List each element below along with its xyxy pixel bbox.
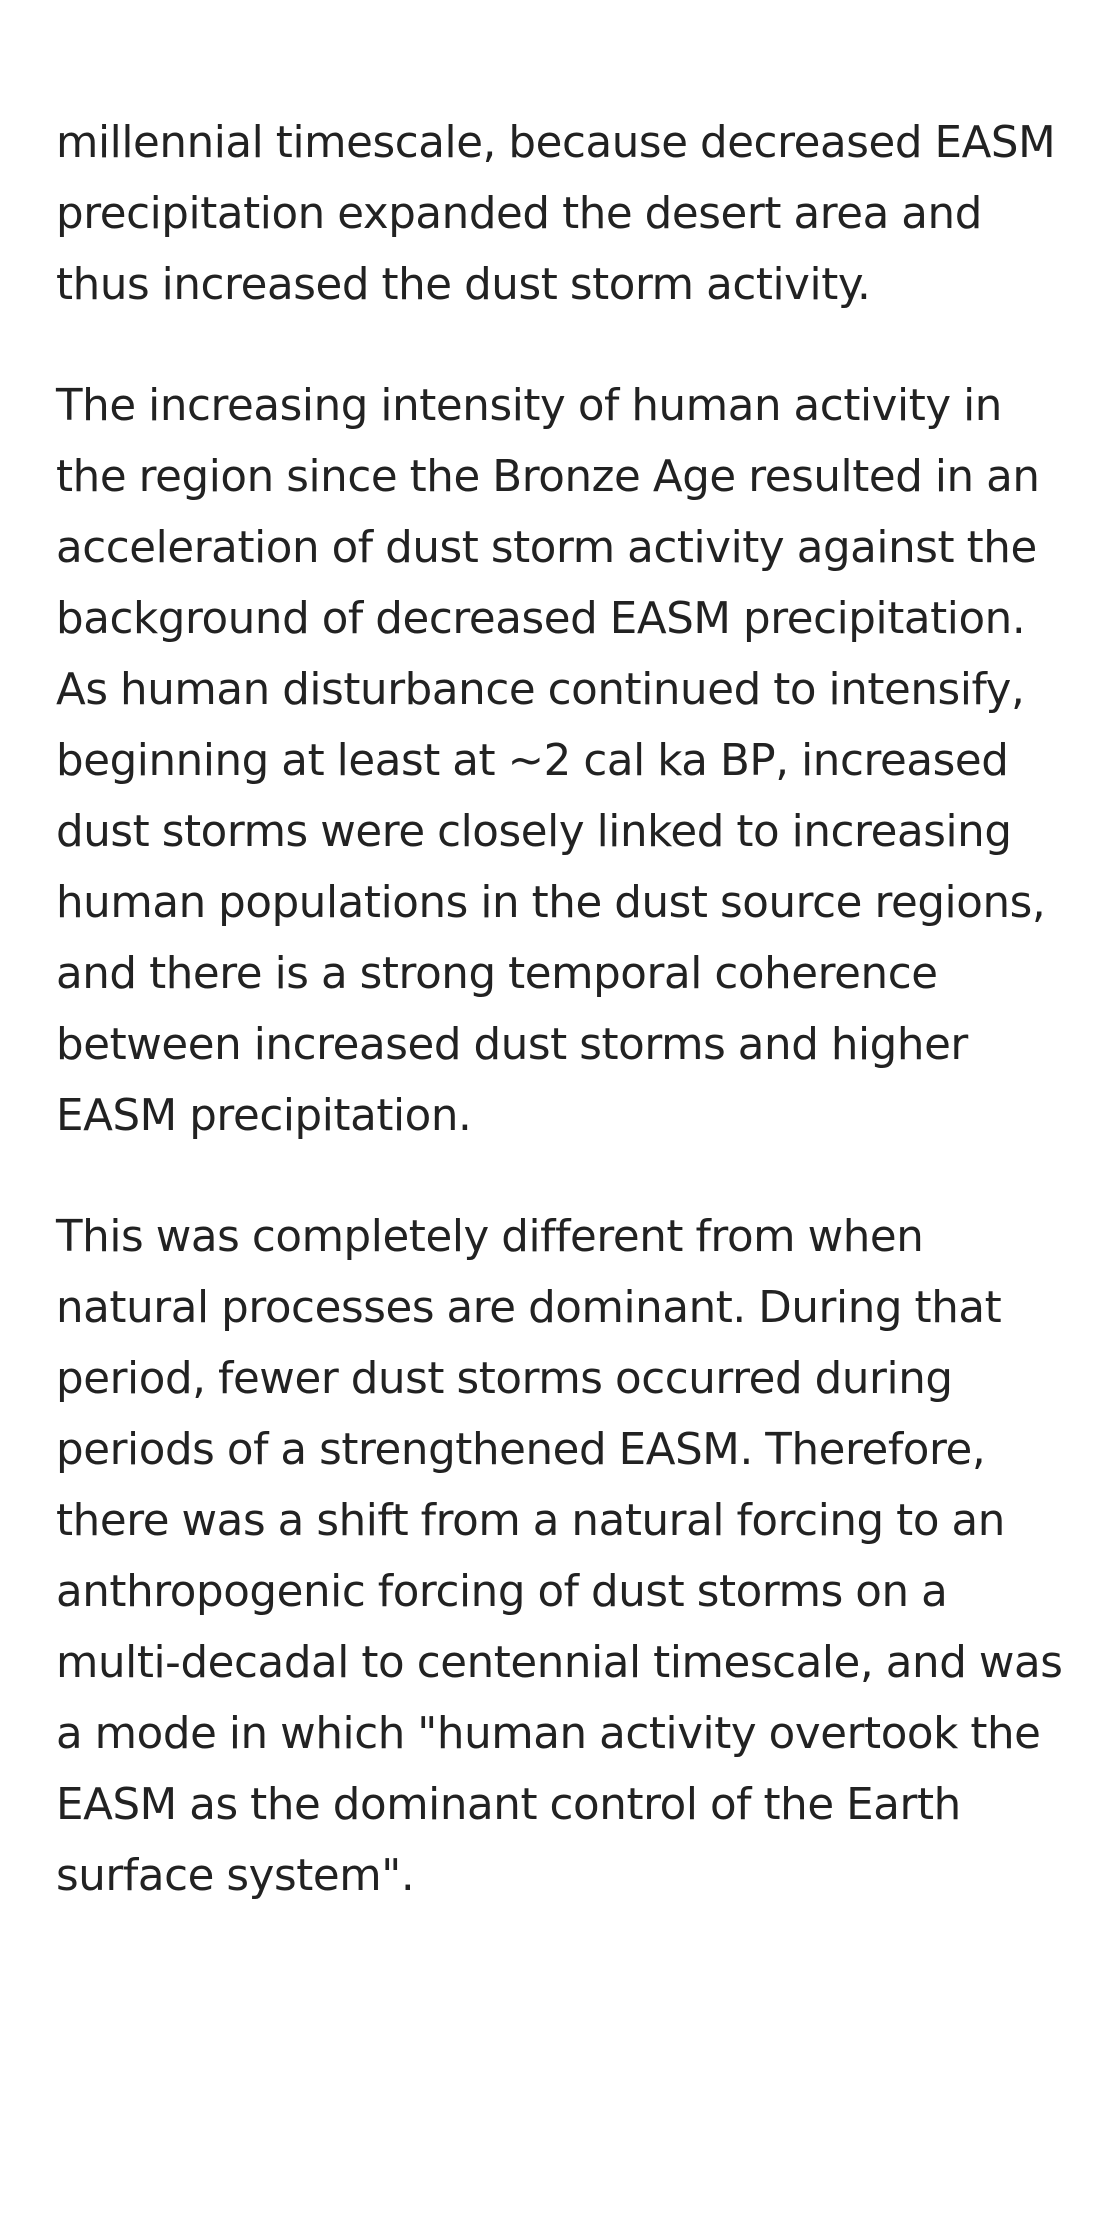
text-line: background of decreased EASM precipitation. (56, 594, 1026, 644)
text-line: This was completely different from when (56, 1212, 924, 1262)
text-line: and there is a strong temporal coherence (56, 949, 938, 999)
paragraph-3 (56, 1202, 1092, 1912)
text-line: a mode in which "human activity overtook the (56, 1709, 1041, 1759)
text-line: between increased dust storms and higher (56, 1020, 968, 1070)
text-line: natural processes are dominant. During that (56, 1283, 1002, 1333)
text-line: As human disturbance continued to intensify, (56, 665, 1025, 715)
text-line: The increasing intensity of human activity in (56, 381, 1002, 431)
text-line: there was a shift from a natural forcing to an (56, 1496, 1005, 1546)
text-line: multi-decadal to centennial timescale, and was (56, 1638, 1063, 1688)
text-line: precipitation expanded the desert area and (56, 189, 982, 239)
text-line: period, fewer dust storms occurred during (56, 1354, 953, 1404)
text-line: acceleration of dust storm activity against the (56, 523, 1037, 573)
text-line: millennial timescale, because decreased EASM (56, 118, 1056, 168)
text-line: dust storms were closely linked to increasing (56, 807, 1012, 857)
text-line: EASM as the dominant control of the Earth (56, 1780, 961, 1830)
text-line: surface system". (56, 1851, 415, 1901)
text-line: human populations in the dust source regions, (56, 878, 1046, 928)
text-line: beginning at least at ~2 cal ka BP, increased (56, 736, 1009, 786)
paragraph-1 (56, 108, 1092, 321)
text-line: periods of a strengthened EASM. Therefore, (56, 1425, 986, 1475)
paragraph-2 (56, 371, 1092, 1152)
text-line: anthropogenic forcing of dust storms on a (56, 1567, 948, 1617)
article-body (56, 108, 1092, 1962)
text-line: the region since the Bronze Age resulted in an (56, 452, 1040, 502)
text-line: EASM precipitation. (56, 1091, 472, 1141)
text-line: thus increased the dust storm activity. (56, 260, 871, 310)
